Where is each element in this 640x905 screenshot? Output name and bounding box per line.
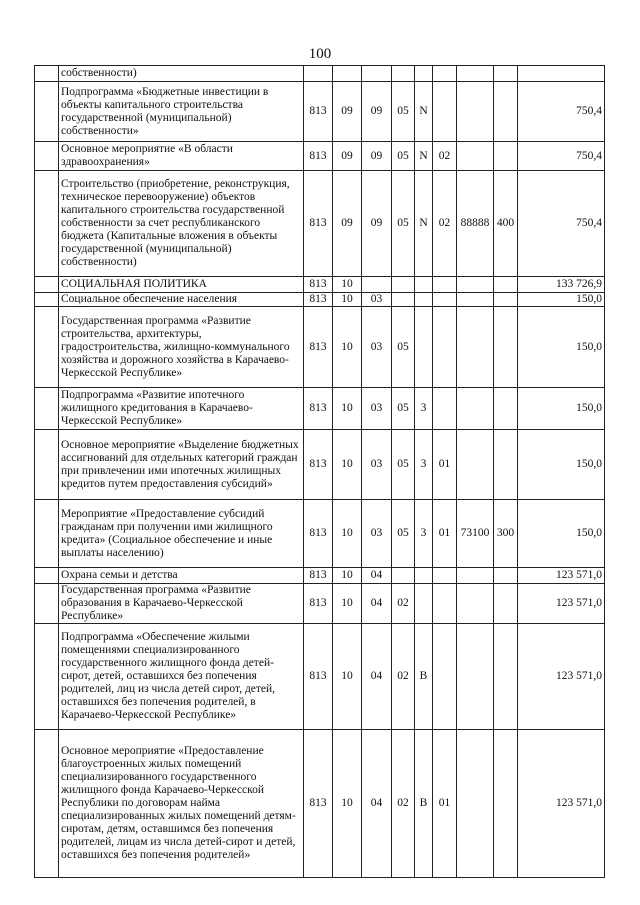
cell-expense-type bbox=[494, 142, 518, 171]
cell-razdel: 10 bbox=[333, 730, 362, 878]
cell-subprogram bbox=[415, 293, 433, 307]
row-name: Социальное обеспечение населения bbox=[59, 293, 304, 307]
cell-event: 01 bbox=[433, 500, 457, 568]
cell-event bbox=[433, 293, 457, 307]
cell-subprogram: N bbox=[415, 142, 433, 171]
cell-program: 05 bbox=[392, 388, 415, 430]
cell-expense-type bbox=[494, 66, 518, 82]
table-row bbox=[35, 142, 605, 171]
cell-blank bbox=[35, 171, 59, 277]
cell-program bbox=[392, 568, 415, 584]
cell-subprogram: 3 bbox=[415, 500, 433, 568]
cell-program: 05 bbox=[392, 171, 415, 277]
cell-ved: 813 bbox=[304, 142, 333, 171]
cell-event bbox=[433, 307, 457, 388]
row-name: Подпрограмма «Бюджетные инвестиции в объекты капитального строительства государственной (муниципальной) собственности» bbox=[59, 82, 304, 142]
cell-blank bbox=[35, 293, 59, 307]
cell-subprogram bbox=[415, 568, 433, 584]
cell-expense-type bbox=[494, 730, 518, 878]
cell-razdel: 10 bbox=[333, 568, 362, 584]
cell-blank bbox=[35, 277, 59, 293]
cell-blank bbox=[35, 142, 59, 171]
cell-program bbox=[392, 293, 415, 307]
cell-razdel: 10 bbox=[333, 584, 362, 624]
cell-event bbox=[433, 277, 457, 293]
cell-subprogram bbox=[415, 277, 433, 293]
cell-ved: 813 bbox=[304, 171, 333, 277]
cell-sum: 123 571,0 bbox=[518, 624, 605, 730]
cell-program: 05 bbox=[392, 307, 415, 388]
cell-event bbox=[433, 624, 457, 730]
cell-blank bbox=[35, 730, 59, 878]
cell-sum: 750,4 bbox=[518, 171, 605, 277]
cell-ved bbox=[304, 66, 333, 82]
cell-program: 02 bbox=[392, 624, 415, 730]
cell-podrazdel: 03 bbox=[362, 293, 392, 307]
cell-podrazdel: 04 bbox=[362, 584, 392, 624]
row-name: Мероприятие «Предоставление субсидий гражданам при получении ими жилищного кредита» (Социальное обеспечение и иные выплаты населению) bbox=[59, 500, 304, 568]
table-row bbox=[35, 430, 605, 500]
cell-podrazdel: 09 bbox=[362, 142, 392, 171]
cell-subprogram: 3 bbox=[415, 388, 433, 430]
cell-direction bbox=[457, 277, 494, 293]
cell-program: 05 bbox=[392, 500, 415, 568]
cell-razdel: 09 bbox=[333, 171, 362, 277]
table-row bbox=[35, 624, 605, 730]
cell-event: 02 bbox=[433, 142, 457, 171]
cell-program bbox=[392, 277, 415, 293]
table-row bbox=[35, 66, 605, 82]
cell-razdel: 10 bbox=[333, 388, 362, 430]
cell-sum: 123 571,0 bbox=[518, 730, 605, 878]
cell-program: 02 bbox=[392, 584, 415, 624]
cell-event bbox=[433, 568, 457, 584]
cell-direction bbox=[457, 568, 494, 584]
cell-razdel: 09 bbox=[333, 82, 362, 142]
page-number: 100 bbox=[308, 46, 332, 62]
cell-sum: 750,4 bbox=[518, 82, 605, 142]
cell-direction bbox=[457, 307, 494, 388]
table-row bbox=[35, 277, 605, 293]
cell-subprogram: 3 bbox=[415, 430, 433, 500]
cell-direction: 73100 bbox=[457, 500, 494, 568]
cell-program: 02 bbox=[392, 730, 415, 878]
cell-subprogram: N bbox=[415, 82, 433, 142]
cell-blank bbox=[35, 584, 59, 624]
cell-direction bbox=[457, 730, 494, 878]
cell-podrazdel bbox=[362, 66, 392, 82]
cell-ved: 813 bbox=[304, 388, 333, 430]
table-row bbox=[35, 730, 605, 878]
row-name: Основное мероприятие «В области здравоохранения» bbox=[59, 142, 304, 171]
cell-podrazdel bbox=[362, 277, 392, 293]
row-name: Основное мероприятие «Выделение бюджетных ассигнований для отдельных категорий граждан при привлечении ими ипотечных жилищных кредитов путем предоставления субсидий» bbox=[59, 430, 304, 500]
cell-razdel: 10 bbox=[333, 307, 362, 388]
cell-event bbox=[433, 82, 457, 142]
cell-razdel: 10 bbox=[333, 277, 362, 293]
cell-program bbox=[392, 66, 415, 82]
cell-ved: 813 bbox=[304, 277, 333, 293]
cell-program: 05 bbox=[392, 82, 415, 142]
cell-razdel: 10 bbox=[333, 500, 362, 568]
cell-ved: 813 bbox=[304, 430, 333, 500]
cell-razdel: 10 bbox=[333, 430, 362, 500]
cell-ved: 813 bbox=[304, 624, 333, 730]
cell-event bbox=[433, 584, 457, 624]
row-name: Строительство (приобретение, реконструкция, техническое перевооружение) объектов капитального строительства государственной собственности за счет республиканского бюджета (Капитальные вложения в объекты государственной (муниципальной) собственности) bbox=[59, 171, 304, 277]
cell-sum: 123 571,0 bbox=[518, 584, 605, 624]
row-name: Подпрограмма «Обеспечение жилыми помещениями специализированного государственного жилищного фонда детей-сирот, детей, оставшихся без попечения родителей, лиц из числа детей сирот, детей, оставшихся без попечения родителей, в Карачаево-Черкесской Республике» bbox=[59, 624, 304, 730]
cell-blank bbox=[35, 624, 59, 730]
cell-sum: 150,0 bbox=[518, 307, 605, 388]
cell-razdel bbox=[333, 66, 362, 82]
cell-direction bbox=[457, 142, 494, 171]
row-name: Государственная программа «Развитие строительства, архитектуры, градостроительства, жилищно-коммунального хозяйства и дорожного хозяйства в Карачаево-Черкесской Республике» bbox=[59, 307, 304, 388]
cell-program: 05 bbox=[392, 142, 415, 171]
table-row bbox=[35, 584, 605, 624]
cell-direction bbox=[457, 66, 494, 82]
table-row bbox=[35, 171, 605, 277]
cell-sum bbox=[518, 66, 605, 82]
table-row bbox=[35, 388, 605, 430]
cell-sum: 150,0 bbox=[518, 293, 605, 307]
cell-blank bbox=[35, 568, 59, 584]
cell-podrazdel: 04 bbox=[362, 568, 392, 584]
cell-sum: 750,4 bbox=[518, 142, 605, 171]
cell-event bbox=[433, 66, 457, 82]
cell-expense-type bbox=[494, 388, 518, 430]
cell-subprogram bbox=[415, 66, 433, 82]
cell-podrazdel: 04 bbox=[362, 730, 392, 878]
budget-table bbox=[34, 65, 605, 878]
cell-podrazdel: 09 bbox=[362, 171, 392, 277]
cell-direction bbox=[457, 624, 494, 730]
cell-podrazdel: 03 bbox=[362, 388, 392, 430]
row-name: собственности) bbox=[59, 66, 304, 82]
cell-ved: 813 bbox=[304, 307, 333, 388]
table-row bbox=[35, 568, 605, 584]
cell-event: 02 bbox=[433, 171, 457, 277]
cell-podrazdel: 03 bbox=[362, 307, 392, 388]
cell-subprogram: В bbox=[415, 730, 433, 878]
cell-expense-type bbox=[494, 293, 518, 307]
cell-expense-type: 300 bbox=[494, 500, 518, 568]
cell-sum: 150,0 bbox=[518, 500, 605, 568]
cell-subprogram bbox=[415, 584, 433, 624]
cell-blank bbox=[35, 500, 59, 568]
cell-expense-type bbox=[494, 307, 518, 388]
cell-direction bbox=[457, 388, 494, 430]
cell-subprogram bbox=[415, 307, 433, 388]
cell-event: 01 bbox=[433, 730, 457, 878]
cell-direction: 88888 bbox=[457, 171, 494, 277]
row-name: Основное мероприятие «Предоставление благоустроенных жилых помещений специализированного государственного жилищного фонда Карачаево-Черкесской Республики по договорам найма специализированных жилых помещений детям-сиротам, детям, оставшимся без попечения родителей, лицам из числа детей-сирот и детей, оставшихся без попечения родителей» bbox=[59, 730, 304, 878]
cell-direction bbox=[457, 584, 494, 624]
cell-expense-type bbox=[494, 430, 518, 500]
cell-blank bbox=[35, 307, 59, 388]
cell-expense-type bbox=[494, 584, 518, 624]
cell-event: 01 bbox=[433, 430, 457, 500]
row-name: Охрана семьи и детства bbox=[59, 568, 304, 584]
cell-podrazdel: 03 bbox=[362, 430, 392, 500]
cell-razdel: 10 bbox=[333, 624, 362, 730]
row-name: СОЦИАЛЬНАЯ ПОЛИТИКА bbox=[59, 277, 304, 293]
cell-direction bbox=[457, 293, 494, 307]
row-name: Подпрограмма «Развитие ипотечного жилищного кредитования в Карачаево-Черкесской Республике» bbox=[59, 388, 304, 430]
cell-program: 05 bbox=[392, 430, 415, 500]
cell-podrazdel: 04 bbox=[362, 624, 392, 730]
cell-blank bbox=[35, 82, 59, 142]
cell-sum: 123 571,0 bbox=[518, 568, 605, 584]
cell-razdel: 09 bbox=[333, 142, 362, 171]
cell-sum: 150,0 bbox=[518, 430, 605, 500]
cell-direction bbox=[457, 430, 494, 500]
cell-ved: 813 bbox=[304, 568, 333, 584]
cell-event bbox=[433, 388, 457, 430]
cell-expense-type bbox=[494, 624, 518, 730]
cell-direction bbox=[457, 82, 494, 142]
row-name: Государственная программа «Развитие образования в Карачаево-Черкесской Республике» bbox=[59, 584, 304, 624]
cell-ved: 813 bbox=[304, 584, 333, 624]
cell-blank bbox=[35, 66, 59, 82]
cell-blank bbox=[35, 430, 59, 500]
cell-expense-type bbox=[494, 568, 518, 584]
cell-subprogram: N bbox=[415, 171, 433, 277]
cell-expense-type bbox=[494, 277, 518, 293]
table-row bbox=[35, 293, 605, 307]
table-row bbox=[35, 500, 605, 568]
cell-sum: 150,0 bbox=[518, 388, 605, 430]
cell-ved: 813 bbox=[304, 730, 333, 878]
cell-blank bbox=[35, 388, 59, 430]
cell-ved: 813 bbox=[304, 82, 333, 142]
cell-ved: 813 bbox=[304, 293, 333, 307]
table-row bbox=[35, 307, 605, 388]
cell-sum: 133 726,9 bbox=[518, 277, 605, 293]
cell-ved: 813 bbox=[304, 500, 333, 568]
cell-razdel: 10 bbox=[333, 293, 362, 307]
cell-expense-type: 400 bbox=[494, 171, 518, 277]
table-row bbox=[35, 82, 605, 142]
cell-expense-type bbox=[494, 82, 518, 142]
cell-podrazdel: 03 bbox=[362, 500, 392, 568]
cell-podrazdel: 09 bbox=[362, 82, 392, 142]
cell-subprogram: В bbox=[415, 624, 433, 730]
